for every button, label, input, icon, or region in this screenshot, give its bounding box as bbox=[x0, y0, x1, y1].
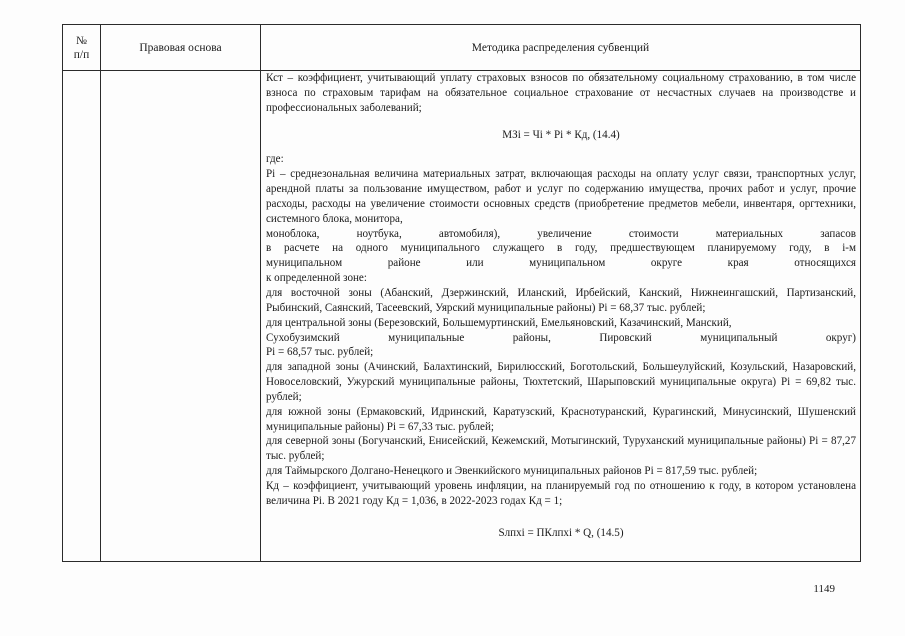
formula-14-4: МЗi = Чi * Рi * Кд, (14.4) bbox=[502, 128, 620, 141]
page-number: 1149 bbox=[813, 583, 835, 595]
zone-central: для центральной зоны (Березовский, Большемуртинский, Емельяновский, Казачинский, Манский, bbox=[266, 316, 732, 329]
table-body-row bbox=[63, 71, 861, 562]
zone-north: для северной зоны (Богучанский, Енисейский, Кежемский, Мотыгинский, Туруханский муниципальные районы) Рi = 87,27 тыс. рублей; bbox=[266, 435, 856, 463]
methodology-text bbox=[261, 71, 860, 540]
header-number-symbol: № bbox=[76, 34, 87, 47]
subvention-method-table bbox=[62, 24, 861, 562]
where-label: где: bbox=[266, 153, 284, 166]
cell-number bbox=[63, 71, 101, 562]
header-legal-basis: Правовая основа bbox=[101, 25, 261, 71]
zone-west: для западной зоны (Ачинский, Балахтинский, Бирилюсский, Боготольский, Большеулуйский, Козульский, Назаровский, Новоселовский, Ужурский муниципальные районы, Тюхтетский, Шарыповский муниципальные округа) Рi = 69,82 тыс. рублей; bbox=[266, 361, 856, 403]
paragraph-pi-line: в расчете на одного муниципального служащего в году, предшествующем планируемому году, в i-м bbox=[266, 242, 856, 255]
zone-central-line: Сухобузимский муниципальные районы, Пировский муниципальный округ) bbox=[266, 331, 856, 344]
zone-south: для южной зоны (Ермаковский, Идринский, Каратузский, Краснотуранский, Курагинский, Минусинский, Шушенский муниципальные районы) Рi = 67,33 тыс. рублей; bbox=[266, 405, 856, 433]
paragraph-pi: Рi – среднезональная величина материальных затрат, включающая расходы на оплату услуг связи, транспортных услуг, арендной платы за пользование имуществом, работ и услуг по содержанию имущества, прочих работ и услуг, прочие расходы, расходы на увеличение стоимости основных средств (приобретение предметов мебели, инвентаря, оргтехники, системного блока, монитора, bbox=[266, 168, 856, 225]
formula-14-5: Sлпхi = ПКлпхi * Q, (14.5) bbox=[498, 526, 624, 539]
zone-taimyr: для Таймырского Долгано-Ненецкого и Эвенкийского муниципальных районов Рi = 817,59 тыс. рублей; bbox=[266, 465, 758, 478]
zone-central-end: Рi = 68,57 тыс. рублей; bbox=[266, 346, 374, 359]
header-number-abbr: п/п bbox=[73, 48, 90, 61]
zone-east: для восточной зоны (Абанский, Дзержинский, Иланский, Ирбейский, Канский, Нижнеингашский, Партизанский, Рыбинский, Саянский, Тасеевский, Уярский муниципальные районы) Рi = 68,37 тыс. рублей; bbox=[266, 286, 856, 314]
paragraph-pi-line: муниципальном районе или муниципальном округе края относящихся bbox=[266, 257, 856, 270]
paragraph-kst: Кст – коэффициент, учитывающий уплату страховых взносов по обязательному социальному страхованию, в том числе взноса по страховым тарифам на обязательное социальное страхование от несчастных случаев на производстве и профессиональных заболеваний; bbox=[266, 72, 856, 114]
cell-methodology bbox=[261, 71, 861, 562]
paragraph-pi-line: моноблока, ноутбука, автомобиля), увеличение стоимости материальных запасов bbox=[266, 227, 856, 240]
paragraph-pi-end: к определенной зоне: bbox=[266, 272, 367, 285]
table-header-row bbox=[63, 25, 861, 71]
header-methodology: Методика распределения субвенций bbox=[261, 25, 861, 71]
cell-legal-basis bbox=[101, 71, 261, 562]
paragraph-kd: Кд – коэффициент, учитывающий уровень инфляции, на планируемый год по отношению к году, в котором установлена величина Рi. В 2021 году Кд = 1,036, в 2022-2023 годах Кд = 1; bbox=[266, 479, 856, 507]
header-number bbox=[63, 25, 101, 71]
